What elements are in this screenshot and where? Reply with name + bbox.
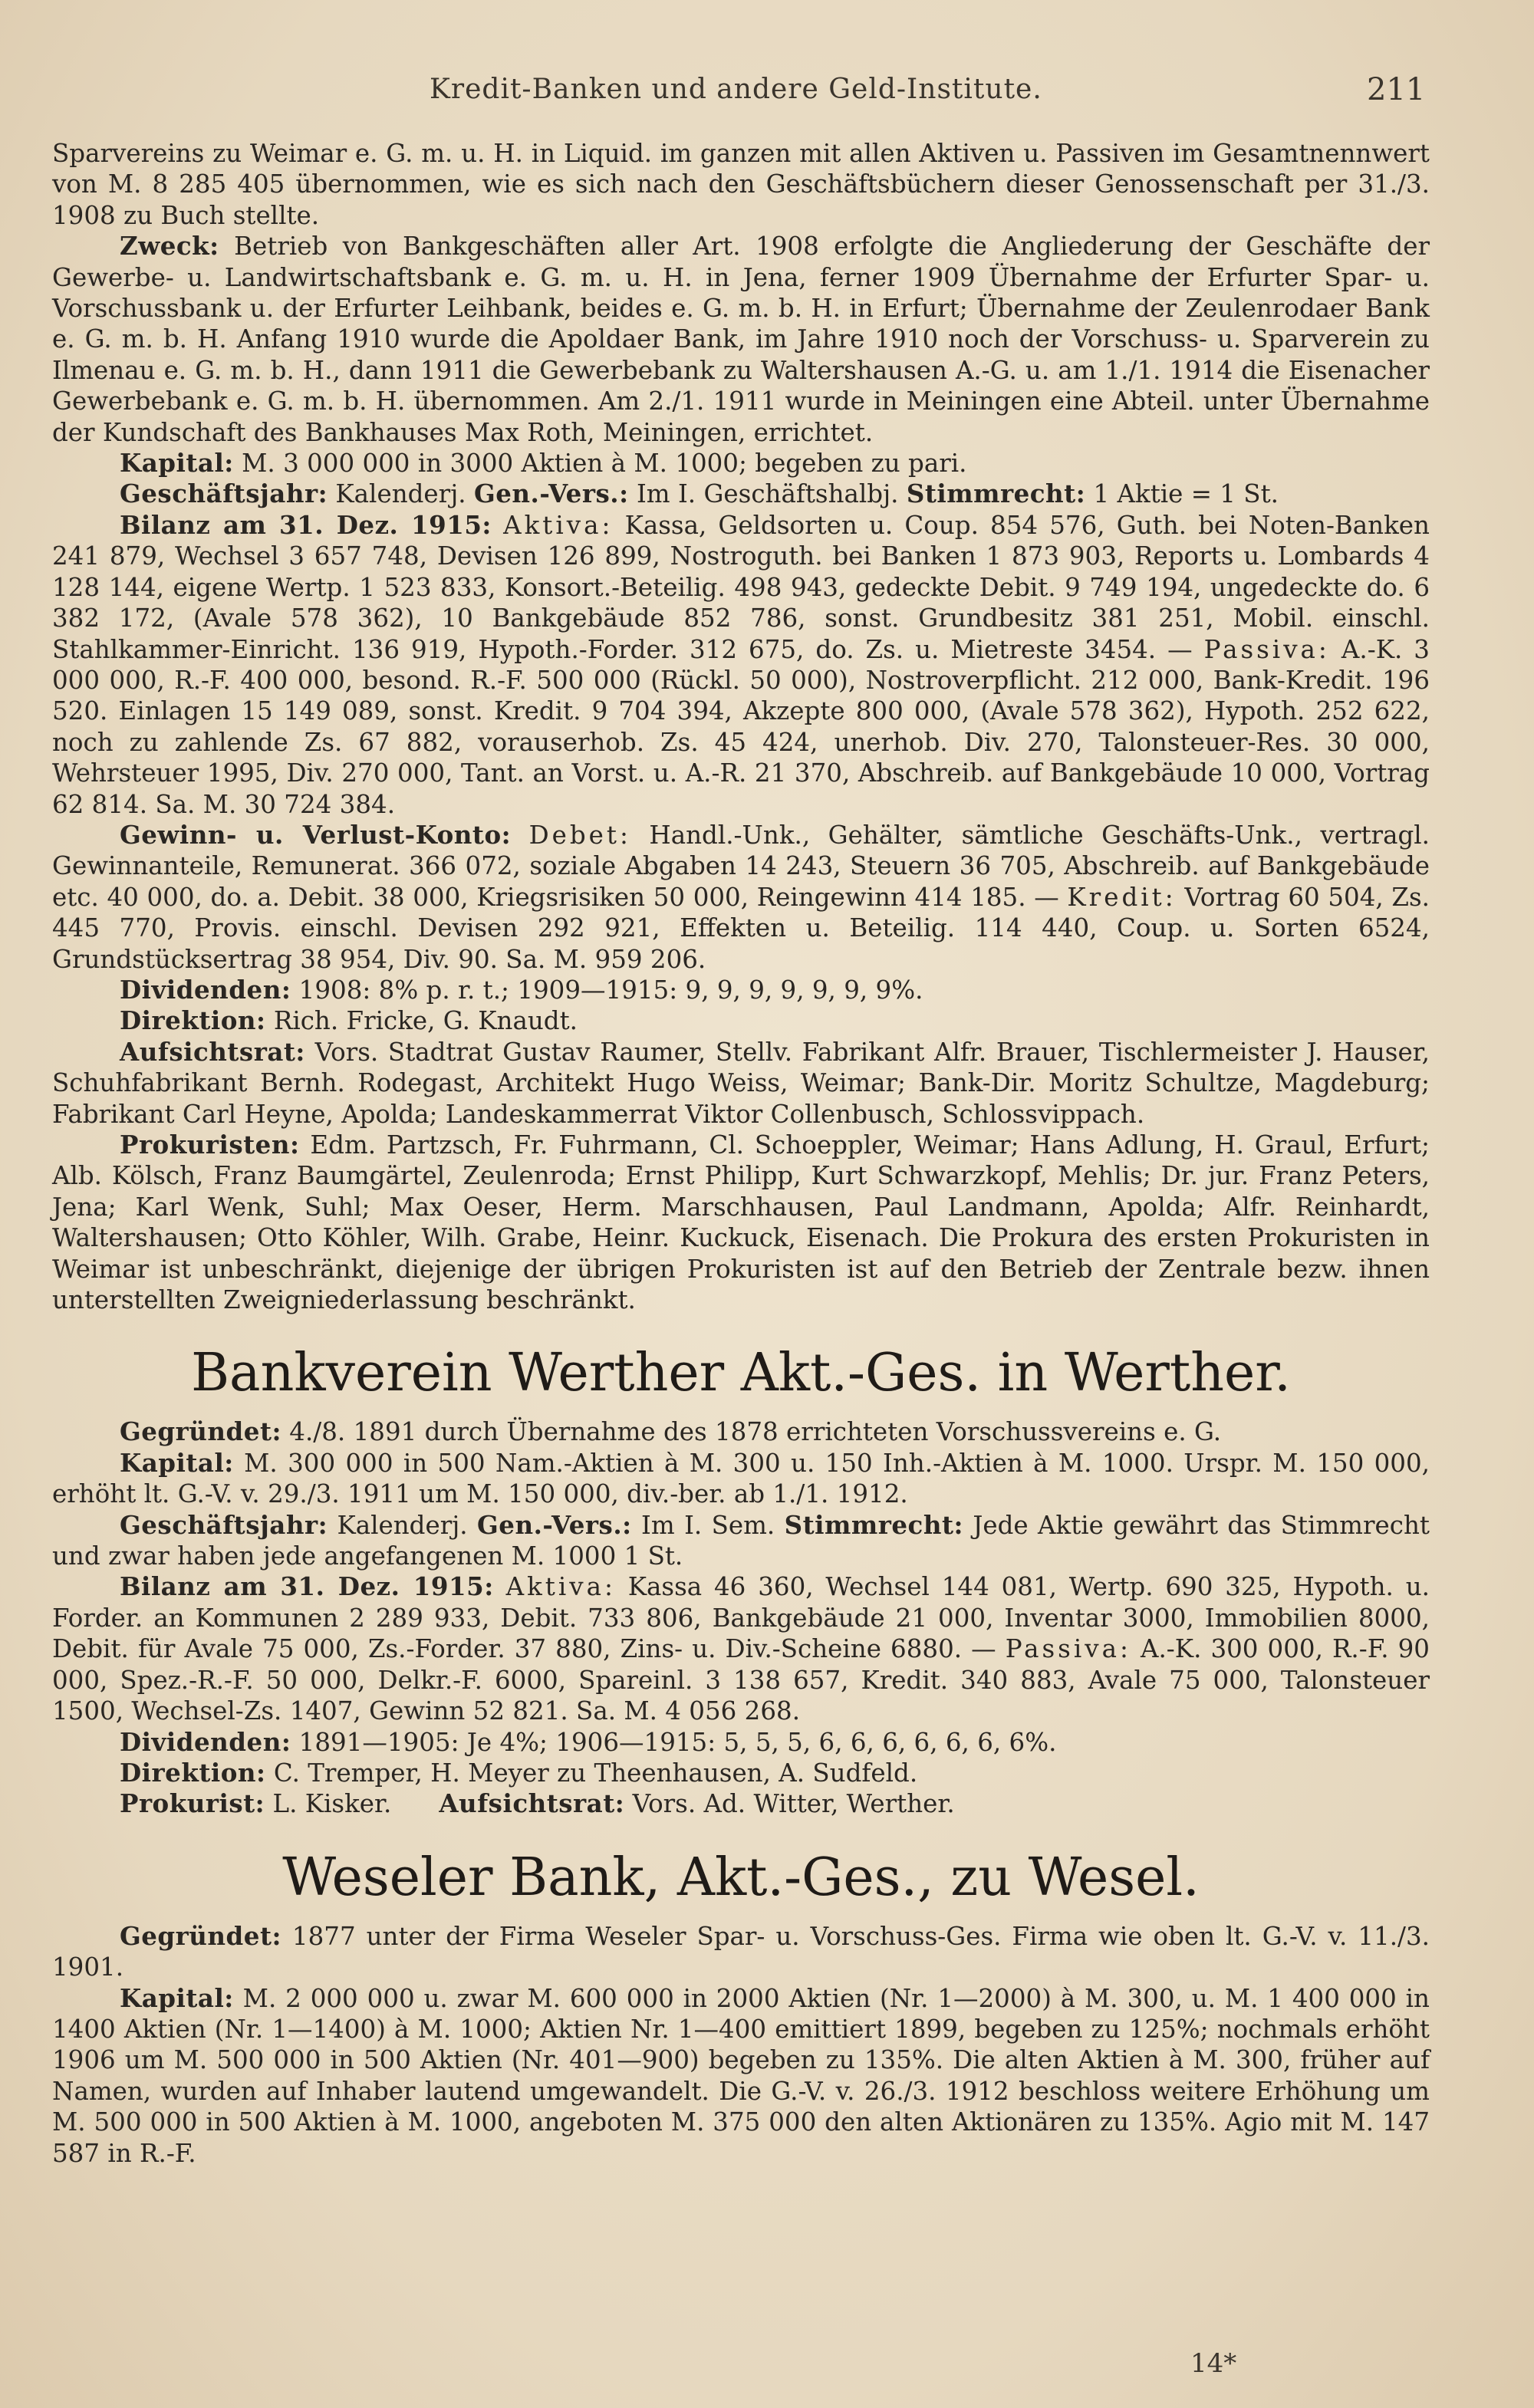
bilanz-paragraph: Bilanz am 31. Dez. 1915: Aktiva: Kassa 46 360, Wechsel 144 081, Wertp. 690 325, Hypoth. u. Forder. an Kommunen 2 289 933, Debit. 733 806, Bankgebäude 21 000, Inventar 3000, Immobilien 8000, Debit. für Avale 75 000, Zs.-Forder. 37 880, Zins- u. Div.-Scheine 6880. — Passiva: A.-K. 300 000, R.-F. 90 000, Spez.-R.-F. 50 000, Delkr.-F. 6000, Spareinl. 3 138 657, Kredit. 340 883, Avale 75 000, Talonsteuer 1500, Wechsel-Zs. 1407, Gewinn 52 821. Sa. M. 4 056 268. bbox=[52, 1571, 1430, 1726]
prokuristen-paragraph: Prokuristen: Edm. Partzsch, Fr. Fuhrmann, Cl. Schoeppler, Weimar; Hans Adlung, H. Graul, Erfurt; Alb. Kölsch, Franz Baumgärtel, Zeulenroda; Ernst Philipp, Kurt Schwarzkopf, Mehlis; Dr. jur. Franz Peters, Jena; Karl Wenk, Suhl; Max Oeser, Herm. Marschhausen, Paul Landmann, Apolda; Alfr. Reinhardt, Waltershausen; Otto Köhler, Wilh. Grabe, Heinr. Kuckuck, Eisenach. Die Prokura des ersten Prokuristen in Weimar ist unbeschränkt, diejenige der übrigen Prokuristen ist auf den Betrieb der Zentrale bezw. ihnen unterstellten Zweigniederlassung beschränkt. bbox=[52, 1130, 1430, 1315]
kapital-paragraph: Kapital: M. 3 000 000 in 3000 Aktien à M. 1000; begeben zu pari. bbox=[120, 448, 967, 479]
section-title-weseler-bank: Weseler Bank, Akt.-Ges., zu Wesel. bbox=[282, 1847, 1200, 1908]
guv-paragraph: Gewinn- u. Verlust-Konto: Debet: Handl.-Unk., Gehälter, sämtliche Geschäfts-Unk., vertragl. Gewinnanteile, Remunerat. 366 072, soziale Abgaben 14 243, Steuern 36 705, Abschreib. auf Bankgebäude etc. 40 000, do. a. Debit. 38 000, Kriegsrisiken 50 000, Reingewinn 414 185. — Kredit: Vortrag 60 504, Zs. 445 770, Provis. einschl. Devisen 292 921, Effekten u. Beteilig. 114 440, Coup. u. Sorten 6524, Grundstücksertrag 38 954, Div. 90. Sa. M. 959 206. bbox=[52, 819, 1430, 974]
gegruendet-paragraph: Gegründet: 4./8. 1891 durch Übernahme des 1878 errichteten Vorschussvereins e. G. bbox=[120, 1416, 1222, 1447]
guv-label: Gewinn- u. Verlust-Konto: bbox=[120, 819, 512, 850]
aufsichtsrat-paragraph: Aufsichtsrat: Vors. Stadtrat Gustav Raumer, Stellv. Fabrikant Alfr. Brauer, Tischlermeister J. Hauser, Schuhfabrikant Bernh. Rodegast, Architekt Hugo Weiss, Weimar; Bank-Dir. Moritz Schultze, Magdeburg; Fabrikant Carl Heyne, Apolda; Landeskammerrat Viktor Collenbusch, Schlossvippach. bbox=[52, 1036, 1430, 1129]
geschaeftsjahr-paragraph: Geschäftsjahr: Kalenderj. Gen.-Vers.: Im I. Sem. Stimmrecht: Jede Aktie gewährt das Stimmrecht und zwar haben jede angefangenen M. 1000 1 St. bbox=[52, 1509, 1430, 1571]
zweck-paragraph: Zweck: Betrieb von Bankgeschäften aller Art. 1908 erfolgte die Angliederung der Geschäfte der Gewerbe- u. Landwirtschaftsbank e. G. m. u. H. in Jena, ferner 1909 Übernahme der Erfurter Spar- u. Vorschussbank u. der Erfurter Leihbank, beides e. G. m. b. H. in Erfurt; Übernahme der Zeulenrodaer Bank e. G. m. b. H. Anfang 1910 wurde die Apoldaer Bank, im Jahre 1910 noch der Vorschuss- u. Sparverein zu Ilmenau e. G. m. b. H., dann 1911 die Gewerbebank zu Waltershausen A.-G. u. am 1./1. 1914 die Eisenacher Gewerbebank e. G. m. b. H. übernommen. Am 2./1. 1911 wurde in Meiningen eine Abteil. unter Übernahme der Kundschaft des Bankhauses Max Roth, Meiningen, errichtet. bbox=[52, 231, 1430, 447]
direktion-paragraph: Direktion: Rich. Fricke, G. Knaudt. bbox=[120, 1005, 578, 1036]
prokurist-paragraph: Prokurist: L. Kisker. Aufsichtsrat: Vors. Ad. Witter, Werther. bbox=[120, 1788, 955, 1819]
bilanz-label: Bilanz am 31. Dez. 1915: bbox=[120, 509, 492, 540]
zweck-label: Zweck: bbox=[120, 231, 219, 262]
gegruendet-paragraph: Gegründet: 1877 unter der Firma Weseler Spar- u. Vorschuss-Ges. Firma wie oben lt. G.-V. v. 11./3. 1901. bbox=[52, 1920, 1430, 1982]
signature-mark: 14* bbox=[1190, 2348, 1237, 2379]
dividenden-paragraph: Dividenden: 1908: 8% p. r. t.; 1909—1915: 9, 9, 9, 9, 9, 9, 9%. bbox=[120, 974, 923, 1005]
section-title-bankverein-werther: Bankverein Werther Akt.-Ges. in Werther. bbox=[191, 1343, 1291, 1404]
dividenden-paragraph: Dividenden: 1891—1905: Je 4%; 1906—1915: 5, 5, 5, 6, 6, 6, 6, 6, 6, 6%. bbox=[120, 1726, 1057, 1757]
running-title: Kredit-Banken und andere Geld-Institute. bbox=[430, 74, 1042, 105]
intro-paragraph: Sparvereins zu Weimar e. G. m. u. H. in Liquid. im ganzen mit allen Aktiven u. Passiven im Gesamtnennwert von M. 8 285 405 übernommen, wie es sich nach den Geschäftsbüchern dieser Genossenschaft per 31./3. 1908 zu Buch stellte. bbox=[52, 139, 1430, 230]
geschaeftsjahr-paragraph: Geschäftsjahr: Kalenderj. Gen.-Vers.: Im I. Geschäftshalbj. Stimmrecht: 1 Aktie = 1 St. bbox=[120, 479, 1279, 509]
page-number: 211 bbox=[1367, 72, 1426, 107]
kapital-paragraph: Kapital: M. 2 000 000 u. zwar M. 600 000 in 2000 Aktien (Nr. 1—2000) à M. 300, u. M. 1 400 000 in 1400 Aktien (Nr. 1—1400) à M. 1000; Aktien Nr. 1—400 emittiert 1899, begeben zu 125%; nochmals erhöht 1906 um M. 500 000 in 500 Aktien (Nr. 401—900) begeben zu 135%. Die alten Aktien à M. 300, früher auf Namen, wurden auf Inhaber lautend umgewandelt. Die G.-V. v. 26./3. 1912 beschloss weitere Erhöhung um M. 500 000 in 500 Aktien à M. 1000, angeboten M. 375 000 den alten Aktionären zu 135%. Agio mit M. 147 587 in R.-F. bbox=[52, 1982, 1430, 2168]
direktion-paragraph: Direktion: C. Tremper, H. Meyer zu Theenhausen, A. Sudfeld. bbox=[120, 1757, 918, 1788]
bilanz-paragraph: Bilanz am 31. Dez. 1915: Aktiva: Kassa, Geldsorten u. Coup. 854 576, Guth. bei Noten-Banken 241 879, Wechsel 3 657 748, Devisen 126 899, Nostroguth. bei Banken 1 873 903, Reports u. Lombards 4 128 144, eigene Wertp. 1 523 833, Konsort.-Beteilig. 498 943, gedeckte Debit. 9 749 194, ungedeckte do. 6 382 172, (Avale 578 362), 10 Bankgebäude 852 786, sonst. Grundbesitz 381 251, Mobil. einschl. Stahlkammer-Einricht. 136 919, Hypoth.-Forder. 312 675, do. Zs. u. Mietreste 3454. — Passiva: A.-K. 3 000 000, R.-F. 400 000, besond. R.-F. 500 000 (Rückl. 50 000), Nostroverpflicht. 212 000, Bank-Kredit. 196 520. Einlagen 15 149 089, sonst. Kredit. 9 704 394, Akzepte 800 000, (Avale 578 362), Hypoth. 252 622, noch zu zahlende Zs. 67 882, vorauserhob. Zs. 45 424, unerhob. Div. 270, Talonsteuer-Res. 30 000, Wehrsteuer 1995, Div. 270 000, Tant. an Vorst. u. A.-R. 21 370, Abschreib. auf Bankgebäude 10 000, Vortrag 62 814. Sa. M. 30 724 384. bbox=[52, 509, 1430, 819]
page-content bbox=[52, 138, 1430, 2169]
kapital-label: Kapital: bbox=[120, 448, 234, 479]
kapital-paragraph: Kapital: M. 300 000 in 500 Nam.-Aktien à M. 300 u. 150 Inh.-Aktien à M. 1000. Urspr. M. 150 000, erhöht lt. G.-V. v. 29./3. 1911 um M. 150 000, div.-ber. ab 1./1. 1912. bbox=[52, 1447, 1430, 1509]
